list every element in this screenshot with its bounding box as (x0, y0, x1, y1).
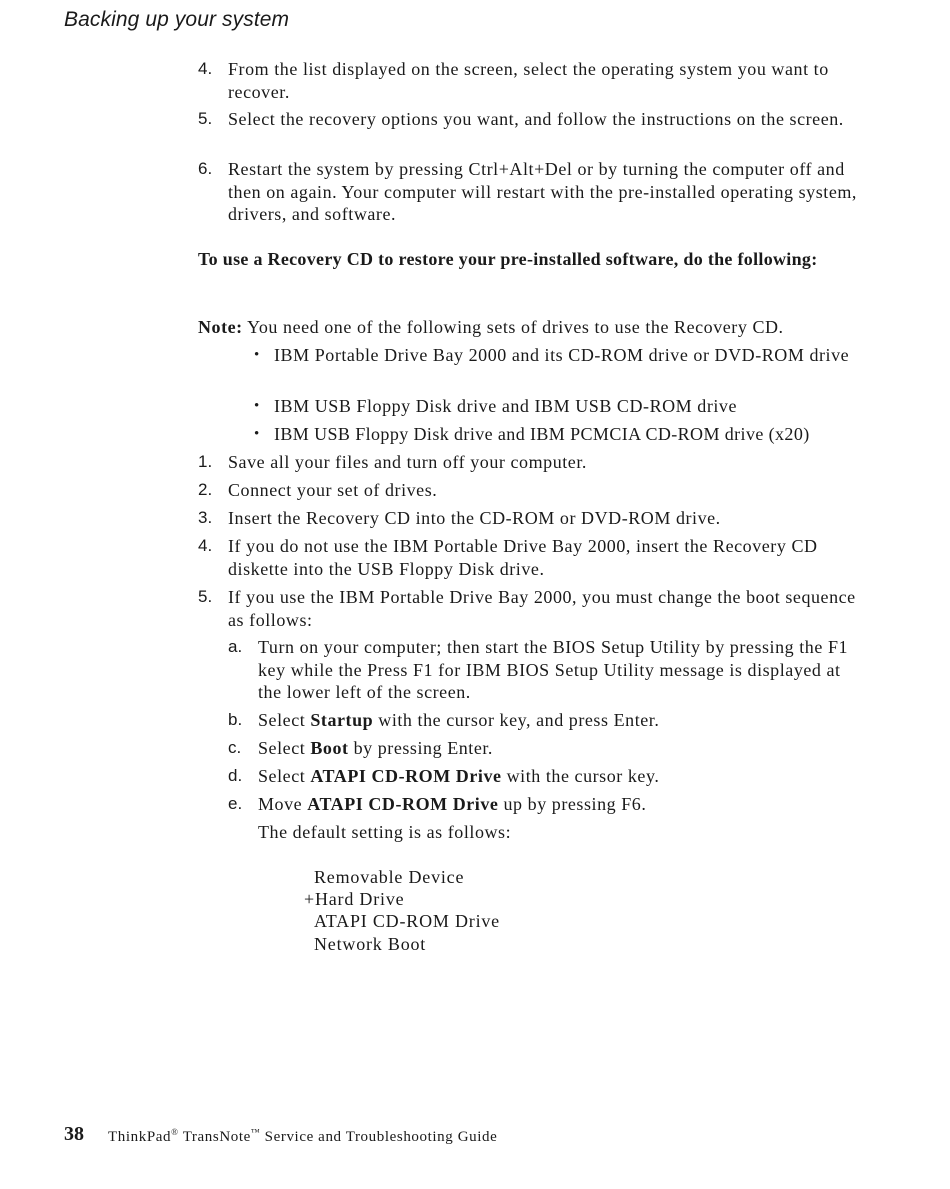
step-text: Save all your files and turn off your computer. (228, 452, 587, 472)
section-heading: To use a Recovery CD to restore your pre-installed software, do the following: (198, 249, 818, 269)
boot-list-item: +Hard Drive (304, 889, 405, 909)
boot-list-item: Removable Device (314, 867, 465, 887)
boot-list-item: ATAPI CD-ROM Drive (314, 911, 500, 931)
step-text: Connect your set of drives. (228, 480, 438, 500)
step-number: 5. (198, 587, 213, 606)
boot-list-item: Network Boot (314, 934, 427, 954)
step-text: Insert the Recovery CD into the CD-ROM or DVD-ROM drive. (228, 508, 721, 528)
step-number: 3. (198, 508, 213, 527)
substep-label: a. (228, 637, 243, 656)
substep-text: Select Startup with the cursor key, and press Enter. (258, 710, 660, 730)
substep-label: d. (228, 766, 243, 785)
bullet-item: IBM USB Floppy Disk drive and IBM USB CD-ROM drive (274, 396, 738, 416)
bullet-item: IBM Portable Drive Bay 2000 and its CD-ROM drive or DVD-ROM drive (274, 345, 850, 365)
step-number: 1. (198, 452, 213, 471)
step-text: Restart the system by pressing Ctrl+Alt+Del or by turning the computer off and then on again. Your computer will restart with the pre-installed operating system, drivers, and software. (228, 159, 857, 224)
substep-text: Select ATAPI CD-ROM Drive with the cursor key. (258, 766, 660, 786)
step-text: If you do not use the IBM Portable Drive Bay 2000, insert the Recovery CD diskette into the USB Floppy Disk drive. (228, 536, 818, 579)
step-number: 5. (198, 109, 213, 128)
note-label: Note: (198, 317, 243, 337)
step-number: 4. (198, 536, 213, 555)
step-text: From the list displayed on the screen, select the operating system you want to recover. (228, 59, 829, 102)
substep-text: Move ATAPI CD-ROM Drive up by pressing F6. (258, 794, 647, 814)
bullet-icon: • (254, 398, 260, 414)
step-number: 4. (198, 59, 213, 78)
step-number: 2. (198, 480, 213, 499)
substep-text: Turn on your computer; then start the BIOS Setup Utility by pressing the F1 key while the Press F1 for IBM BIOS Setup Utility message is displayed at the lower left of the screen. (258, 637, 849, 702)
step-number: 6. (198, 159, 213, 178)
bullet-icon: • (254, 426, 260, 442)
note-text: You need one of the following sets of drives to use the Recovery CD. (247, 317, 784, 337)
substep-label: b. (228, 710, 243, 729)
step-text: If you use the IBM Portable Drive Bay 2000, you must change the boot sequence as follows: (228, 587, 856, 630)
substep-label: e. (228, 794, 243, 813)
bullet-item: IBM USB Floppy Disk drive and IBM PCMCIA CD-ROM drive (x20) (274, 424, 810, 444)
default-setting-text: The default setting is as follows: (258, 822, 512, 842)
bullet-icon: • (254, 347, 260, 363)
substep-text: Select Boot by pressing Enter. (258, 738, 493, 758)
footer-title: ThinkPad® TransNote™ Service and Troubleshooting Guide (108, 1127, 498, 1145)
substep-label: c. (228, 738, 242, 757)
page-number: 38 (64, 1123, 84, 1145)
note (198, 316, 878, 339)
step-text: Select the recovery options you want, and follow the instructions on the screen. (228, 109, 844, 129)
page-header-title: Backing up your system (64, 8, 290, 31)
